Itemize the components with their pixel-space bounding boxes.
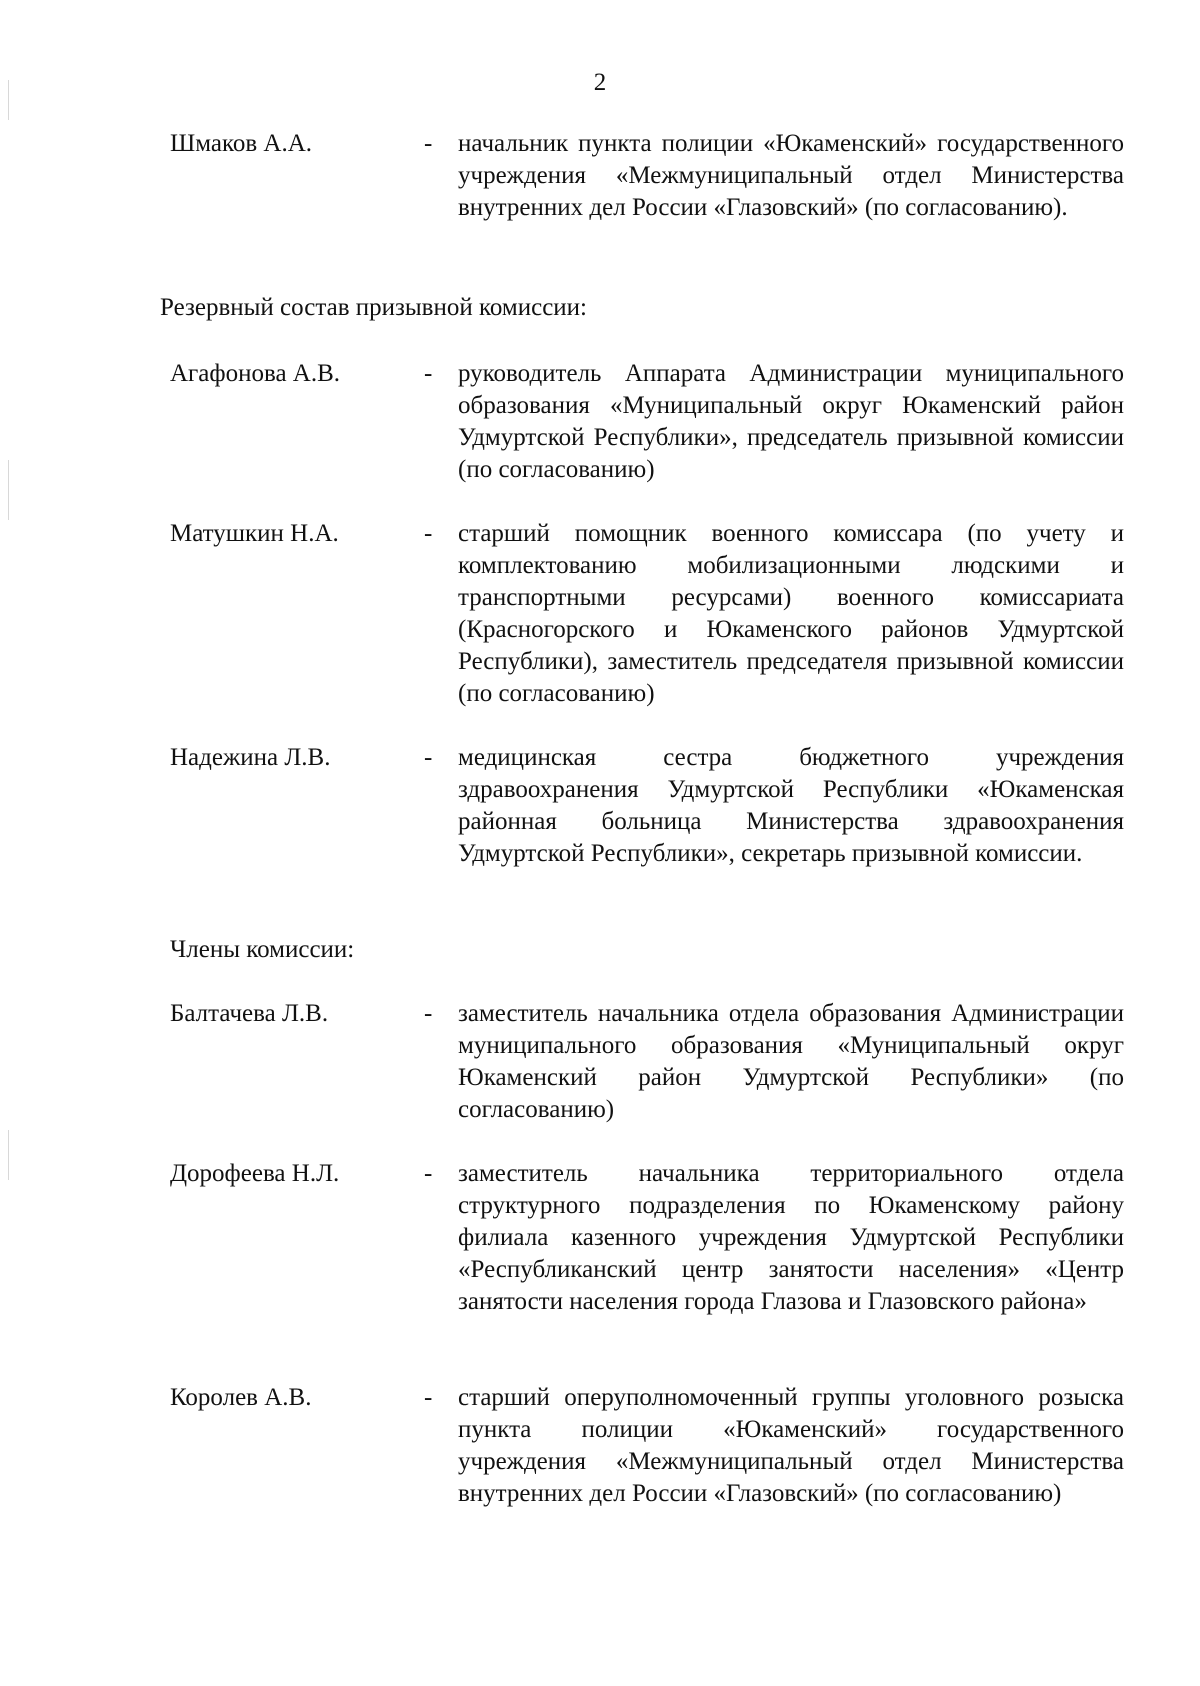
entry-description: заместитель начальника отдела образования Администрации муниципального образования «Муниципальный округ Юкаменский район Удмуртской Республики» (по согласованию) [458, 1000, 1124, 1123]
entry-name: Агафонова А.В. [170, 360, 341, 387]
entry-dash: - [424, 1384, 433, 1411]
entry-dash: - [424, 744, 433, 771]
scan-edge-mark [8, 1130, 9, 1180]
page-number: 2 [593, 69, 607, 96]
members-heading: Члены комиссии: [170, 936, 355, 963]
entry-dash: - [424, 520, 433, 547]
entry-name: Королев А.В. [170, 1384, 312, 1411]
entry-name: Дорофеева Н.Л. [170, 1160, 340, 1187]
entry-description: старший помощник военного комиссара (по учету и комплектованию мобилизационными людскими и транспортными ресурсами) военного комиссариата (Красногорского и Юкаменского районов Удмуртской Республики), заместитель председателя призывной комиссии (по согласованию) [458, 520, 1124, 707]
entry-dash: - [424, 1160, 433, 1187]
entry-description: начальник пункта полиции «Юкаменский» государственного учреждения «Межмуниципальный отдел Министерства внутренних дел России «Глазовский» (по согласованию). [458, 130, 1124, 221]
entry-name: Шмаков А.А. [170, 130, 313, 157]
entry-dash: - [424, 130, 433, 157]
entry-description: медицинская сестра бюджетного учреждения здравоохранения Удмуртской Республики «Юкаменская районная больница Министерства здравоохранения Удмуртской Республики», секретарь призывной комиссии. [458, 744, 1124, 867]
entry-dash: - [424, 1000, 433, 1027]
entry-name: Балтачева Л.В. [170, 1000, 329, 1027]
entry-dash: - [424, 360, 433, 387]
entry-name: Матушкин Н.А. [170, 520, 339, 547]
reserve-heading: Резервный состав призывной комиссии: [160, 294, 587, 321]
entry-name: Надежина Л.В. [170, 744, 331, 771]
entry-description: руководитель Аппарата Администрации муниципального образования «Муниципальный округ Юкаменский район Удмуртской Республики», председатель призывной комиссии (по согласованию) [458, 360, 1124, 483]
entry-description: старший оперуполномоченный группы уголовного розыска пункта полиции «Юкаменский» государственного учреждения «Межмуниципальный отдел Министерства внутренних дел России «Глазовский» (по согласованию) [458, 1384, 1124, 1507]
entry-description: заместитель начальника территориального отдела структурного подразделения по Юкаменскому району филиала казенного учреждения Удмуртской Республики «Республиканский центр занятости населения» «Центр занятости населения города Глазова и Глазовского района» [458, 1160, 1124, 1315]
scan-edge-mark [8, 460, 9, 520]
